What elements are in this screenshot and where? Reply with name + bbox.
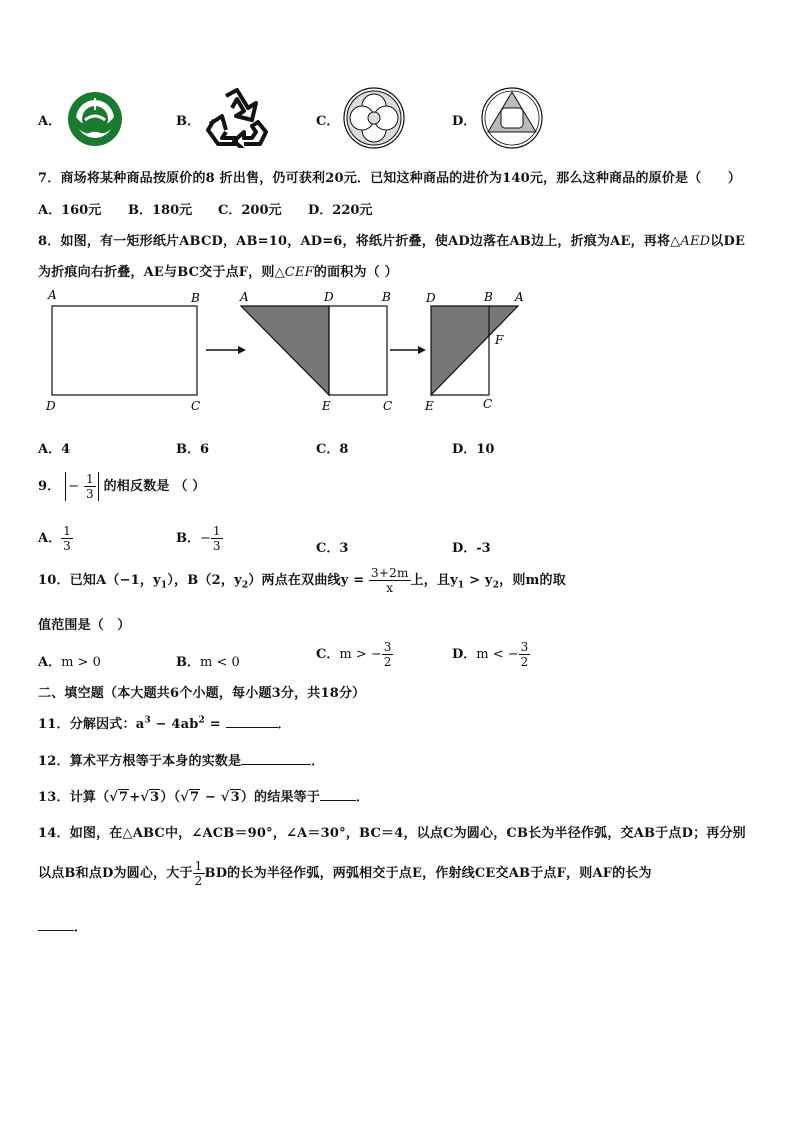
q11-end: ．	[277, 717, 291, 732]
q8-line1-end: 以DE	[710, 234, 746, 249]
q13-text	[38, 786, 369, 805]
q9-suffix: 的相反数是 （ ）	[103, 479, 206, 494]
q8-triangle-cef: △CEF	[274, 265, 314, 280]
q10-option-c-label: C．	[316, 647, 340, 662]
q9-a-num: 1	[63, 524, 71, 538]
q6-option-c-label: C．	[316, 114, 340, 129]
q10-c-num: 3	[383, 640, 392, 654]
q8-line1	[38, 230, 745, 249]
fig2-label-b: B	[382, 290, 391, 304]
q13-radicand-3: 7	[190, 790, 200, 805]
q14-seg-b: BD的长为半径作弧，两弧相交于点E，作射线CE交AB于点F，则AF的长为	[204, 866, 652, 881]
q13-sqrt-1: √7	[109, 790, 129, 805]
fig3-label-d: D	[426, 291, 436, 305]
q10-line2: 值范围是（ ）	[38, 618, 131, 633]
q9-option-c-value: 3	[339, 541, 349, 556]
q10-line1	[38, 566, 566, 595]
q10-option-c-fraction	[382, 640, 394, 669]
arrow-2-head	[418, 346, 426, 354]
q11-sup-2: 2	[198, 715, 205, 726]
q8-folding-figure	[38, 286, 538, 416]
arrow-1-head	[238, 346, 246, 354]
q10-seg-c: ）两点在双曲线y =	[248, 573, 365, 588]
q7-option-b: B．180元	[128, 203, 193, 218]
q10-seg-b: ），B（2，y	[167, 573, 242, 588]
q14-frac-num: 1	[194, 859, 203, 873]
q10-option-d-fraction	[519, 640, 531, 669]
q8-line2-text: 为折痕向右折叠，AE与BC交于点F，则	[38, 265, 275, 280]
q10-fraction	[369, 566, 411, 595]
q7-option-a: A．160元	[38, 203, 102, 218]
fig3-label-b: B	[484, 290, 493, 304]
q14-frac-den: 2	[194, 874, 203, 888]
q9-option-a-label: A．	[38, 531, 62, 546]
q14-answer-blank[interactable]	[38, 918, 74, 931]
fig2-rectangle	[329, 306, 387, 395]
q9-option-d-label: D．	[452, 541, 477, 556]
q6-option-b-label: B．	[176, 114, 200, 129]
q9-b-den: 3	[212, 539, 221, 553]
q11-seg-a: 11．分解因式：a	[38, 717, 145, 732]
q13-sqrt-3: √7	[180, 790, 200, 805]
q12-end: ．	[311, 754, 325, 769]
q8-option-c: C．8	[316, 442, 349, 457]
q13-seg-a: 13．计算（	[38, 790, 110, 805]
q9-option-c-label: C．	[316, 541, 340, 556]
fig3-label-a: A	[515, 290, 524, 304]
q11-text	[38, 713, 291, 732]
q13-radicand-2: 3	[150, 790, 160, 805]
q9-fraction	[84, 472, 96, 501]
fig1-label-c: C	[191, 399, 201, 413]
q10-option-b-label: B．	[176, 655, 200, 670]
q7-text: 7．商场将某种商品按原价的8 折出售，仍可获利20元．已知这种商品的进价为140元，那么这种商品的原价是（ ）	[38, 171, 742, 186]
fig2-folded-triangle	[241, 306, 329, 395]
q9-option-d-value: -3	[476, 541, 491, 556]
q9-frac-num: 1	[86, 472, 94, 486]
q7-option-c: C．200元	[218, 203, 282, 218]
q9-absolute-value	[65, 472, 99, 501]
q9-option-a-fraction	[61, 524, 73, 553]
q10-c-den: 2	[383, 655, 392, 669]
q9-option-c	[316, 537, 348, 556]
q9-option-a	[38, 524, 73, 553]
q13-end: ．	[356, 790, 370, 805]
fig3-label-c: C	[483, 397, 493, 411]
q13-mid: ）（	[160, 790, 181, 805]
q10-sub-y2: 2	[492, 580, 500, 591]
fig2-label-c: C	[383, 399, 393, 413]
q9-frac-den: 3	[86, 487, 94, 501]
q13-plus: +	[129, 790, 141, 805]
q8-line2	[38, 261, 398, 280]
q9-option-b-fraction	[211, 524, 223, 553]
q11-answer-blank[interactable]	[226, 715, 278, 728]
q13-sqrt-2: √3	[140, 790, 160, 805]
fig2-label-d: D	[324, 290, 334, 304]
q14-answer	[38, 916, 87, 935]
fig1-rectangle	[52, 306, 197, 395]
fig1-label-b: B	[191, 291, 200, 305]
fig1-label-d: D	[46, 399, 56, 413]
fig2-label-e: E	[322, 399, 331, 413]
q13-sqrt-4: √3	[220, 790, 240, 805]
q10-option-a	[38, 651, 101, 670]
q8-option-d: D．10	[452, 442, 495, 457]
q14-seg-a: 以点B和点D为圆心，大于	[38, 866, 193, 881]
q10-option-d-label: D．	[452, 647, 477, 662]
q10-seg-a: 10．已知A（−1，y	[38, 573, 161, 588]
q13-radicand-1: 7	[119, 790, 129, 805]
q10-option-c	[316, 640, 393, 669]
fig1-label-a: A	[48, 288, 57, 302]
q10-option-d-value: m < −	[476, 647, 519, 662]
q9-option-b-label: B．	[176, 531, 200, 546]
q8-line1-text: 8．如图，有一矩形纸片ABCD，AB=10，AD=6，将纸片折叠，使AD边落在AB边上，折痕为AE，再将	[38, 234, 671, 249]
q10-option-a-value: m > 0	[61, 655, 101, 670]
q10-frac-num: 3+2m	[371, 566, 409, 580]
q13-seg-b: ）的结果等于	[240, 790, 321, 805]
q9-b-num: 1	[212, 524, 221, 538]
q12-answer-blank[interactable]	[241, 752, 311, 765]
q8-line2-end: 的面积为（ ）	[313, 265, 398, 280]
q10-option-b-value: m < 0	[200, 655, 240, 670]
q10-option-d	[452, 640, 530, 669]
fig3-folded-triangle	[431, 306, 518, 395]
fig3-label-f: F	[495, 333, 504, 347]
q10-option-a-label: A．	[38, 655, 62, 670]
q9-minus: −	[68, 479, 80, 494]
q10-option-c-value: m > −	[339, 647, 382, 662]
fig2-label-a: A	[240, 290, 249, 304]
q14-line1: 14．如图，在△ABC中，∠ACB＝90°，∠A＝30°，BC＝4，以点C为圆心，CB长为半径作弧，交AB于点D；再分别	[38, 826, 746, 841]
q10-seg-f: ，则m的取	[499, 573, 566, 588]
q10-sub-2: 2	[241, 580, 249, 591]
q10-sub-y1: 1	[457, 580, 465, 591]
q10-seg-d: 上，且y	[410, 573, 458, 588]
q12-text	[38, 750, 325, 769]
q9-text	[38, 472, 205, 501]
q9-number: 9．	[38, 479, 61, 494]
recycle-icon	[204, 86, 270, 148]
q11-sup-1: 3	[144, 715, 151, 726]
q9-option-b	[176, 524, 223, 553]
q14-line2	[38, 859, 652, 888]
q13-radicand-4: 3	[230, 790, 240, 805]
q11-seg-c: =	[204, 717, 221, 732]
q10-frac-den: x	[369, 580, 411, 595]
q12-seg-a: 12．算术平方根等于本身的实数是	[38, 754, 242, 769]
q10-d-num: 3	[520, 640, 529, 654]
q11-seg-b: − 4ab	[150, 717, 199, 732]
section-2-heading: 二、填空题（本大题共6个小题，每小题3分，共18分）	[38, 686, 366, 701]
q13-minus: −	[200, 790, 221, 805]
q14-fraction	[193, 859, 205, 888]
q10-option-b	[176, 651, 240, 670]
q14-end: ．	[74, 920, 88, 935]
triangle-in-circle-icon	[480, 86, 544, 150]
q7-option-d: D．220元	[308, 203, 373, 218]
q10-seg-e: > y	[464, 573, 493, 588]
q9-option-b-sign: −	[200, 531, 211, 546]
green-food-logo-icon	[66, 90, 124, 148]
q8-option-a: A．4	[38, 442, 71, 457]
q9-option-d	[452, 537, 491, 556]
q6-option-a-label: A．	[38, 114, 62, 129]
four-petal-circle-icon	[342, 86, 406, 150]
q13-answer-blank[interactable]	[320, 788, 356, 801]
q10-sub-1: 1	[160, 580, 168, 591]
q6-option-d-label: D．	[452, 114, 477, 129]
q8-option-b: B．6	[176, 442, 210, 457]
q10-d-den: 2	[520, 655, 529, 669]
fig3-label-e: E	[425, 399, 434, 413]
q8-triangle-aed: △AED	[670, 234, 711, 249]
q9-a-den: 3	[63, 539, 71, 553]
